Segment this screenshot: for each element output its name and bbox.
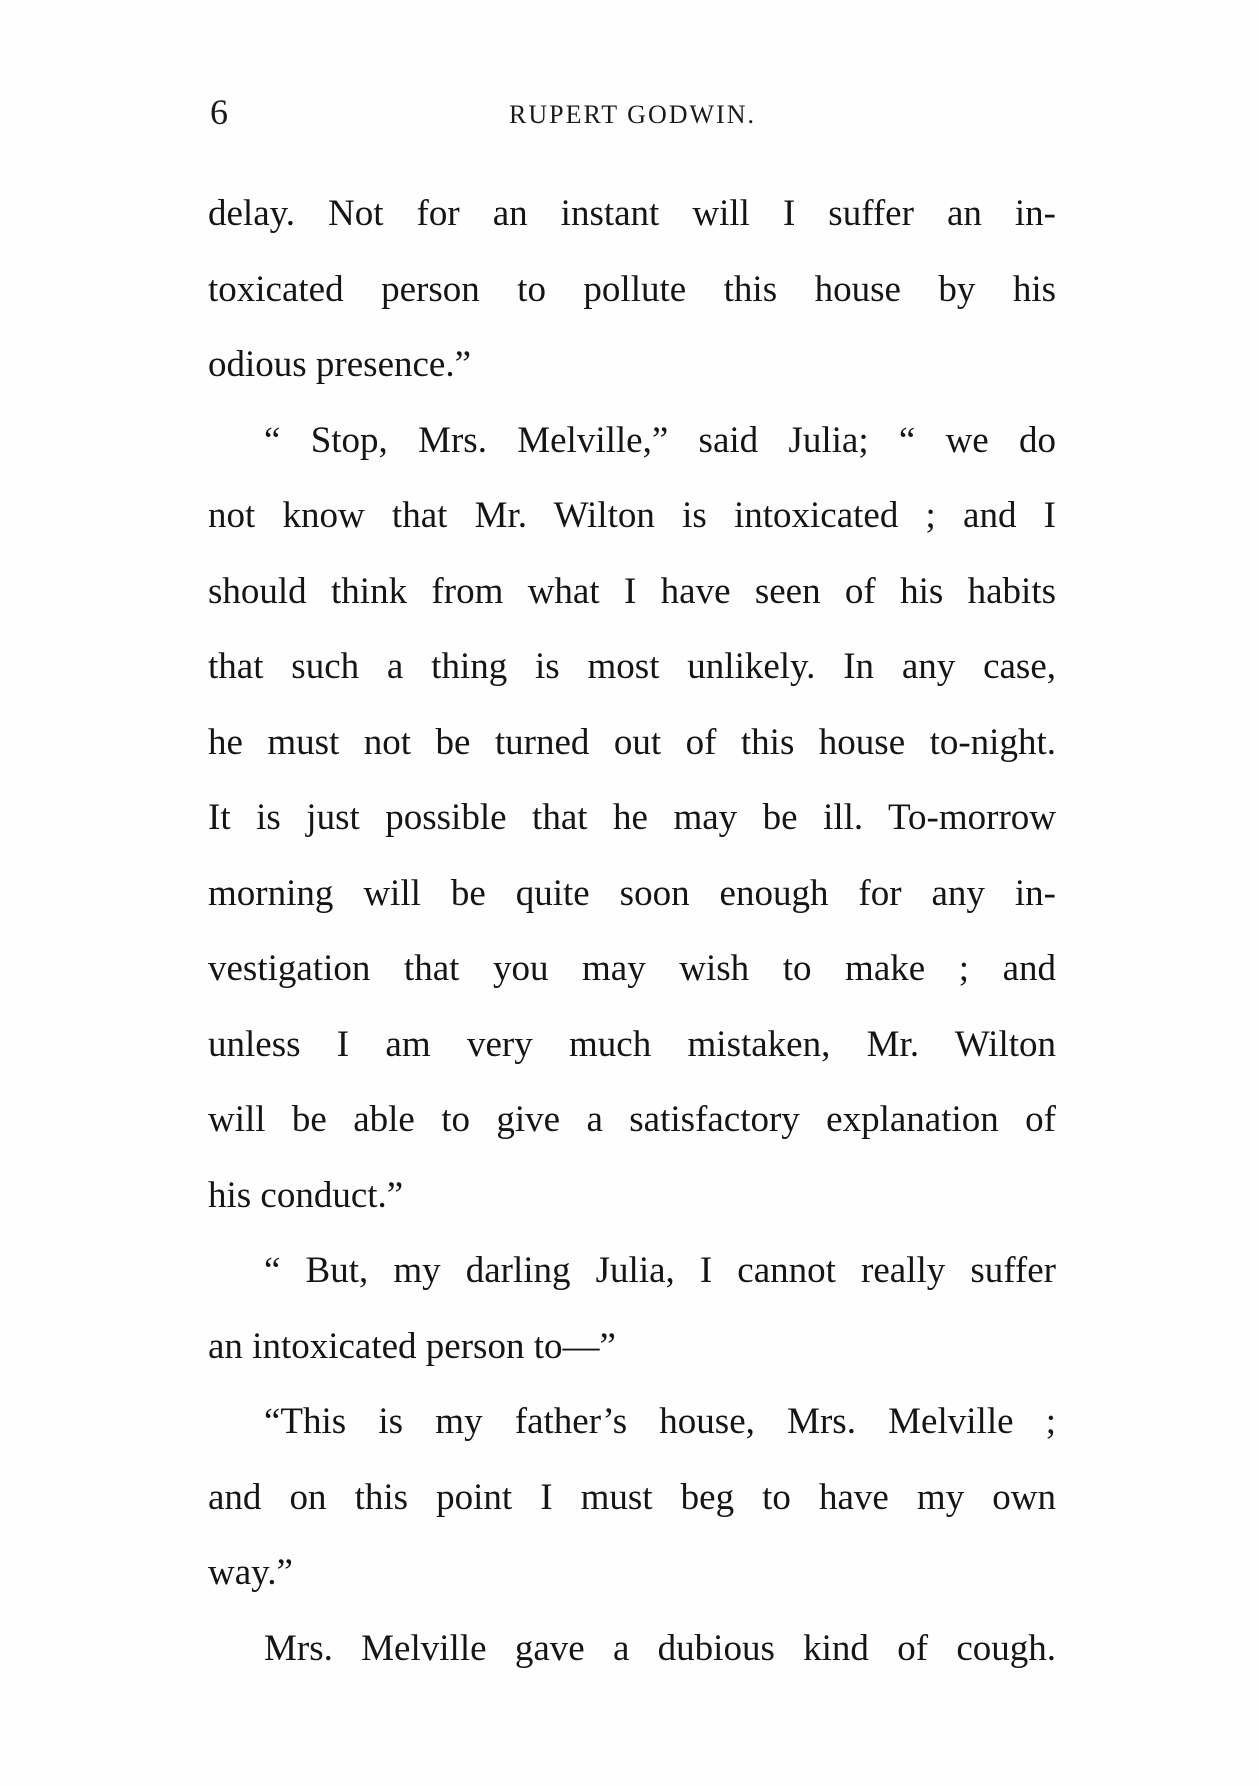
text-line: not know that Mr. Wilton is intoxicated ; and I xyxy=(208,495,1056,536)
text-line: odious presence.” xyxy=(208,344,472,385)
body-text xyxy=(208,176,1056,1686)
text-line: an intoxicated person to—” xyxy=(208,1325,616,1367)
text-line: morning will be quite soon enough for any in- xyxy=(208,872,1056,914)
running-title: RUPERT GODWIN. xyxy=(509,100,756,129)
text-line: unless I am very much mistaken, Mr. Wilton xyxy=(208,1023,1056,1065)
running-head xyxy=(210,92,1055,142)
text-line: delay. Not for an instant will I suffer an in- xyxy=(208,193,1056,234)
text-line: “ Stop, Mrs. Melville,” said Julia; “ we do xyxy=(264,419,1056,461)
text-line: “This is my father’s house, Mrs. Melville ; xyxy=(264,1401,1056,1442)
text-line: way.” xyxy=(208,1552,293,1593)
text-line: It is just possible that he may be ill. To-morrow xyxy=(208,797,1056,838)
page-number: 6 xyxy=(210,92,228,132)
text-line: should think from what I have seen of his habits xyxy=(208,570,1056,612)
text-line: Mrs. Melville gave a dubious kind of cough. xyxy=(264,1627,1056,1669)
text-line: and on this point I must beg to have my own xyxy=(208,1476,1056,1518)
text-line: his conduct.” xyxy=(208,1174,404,1216)
text-line: “ But, my darling Julia, I cannot really suffer xyxy=(264,1250,1056,1291)
text-line: that such a thing is most unlikely. In any case, xyxy=(208,646,1056,687)
text-line: he must not be turned out of this house to-night. xyxy=(208,721,1056,763)
text-line: will be able to give a satisfactory explanation of xyxy=(208,1099,1056,1140)
text-line: toxicated person to pollute this house by his xyxy=(208,268,1056,310)
text-line: vestigation that you may wish to make ; and xyxy=(208,948,1056,989)
